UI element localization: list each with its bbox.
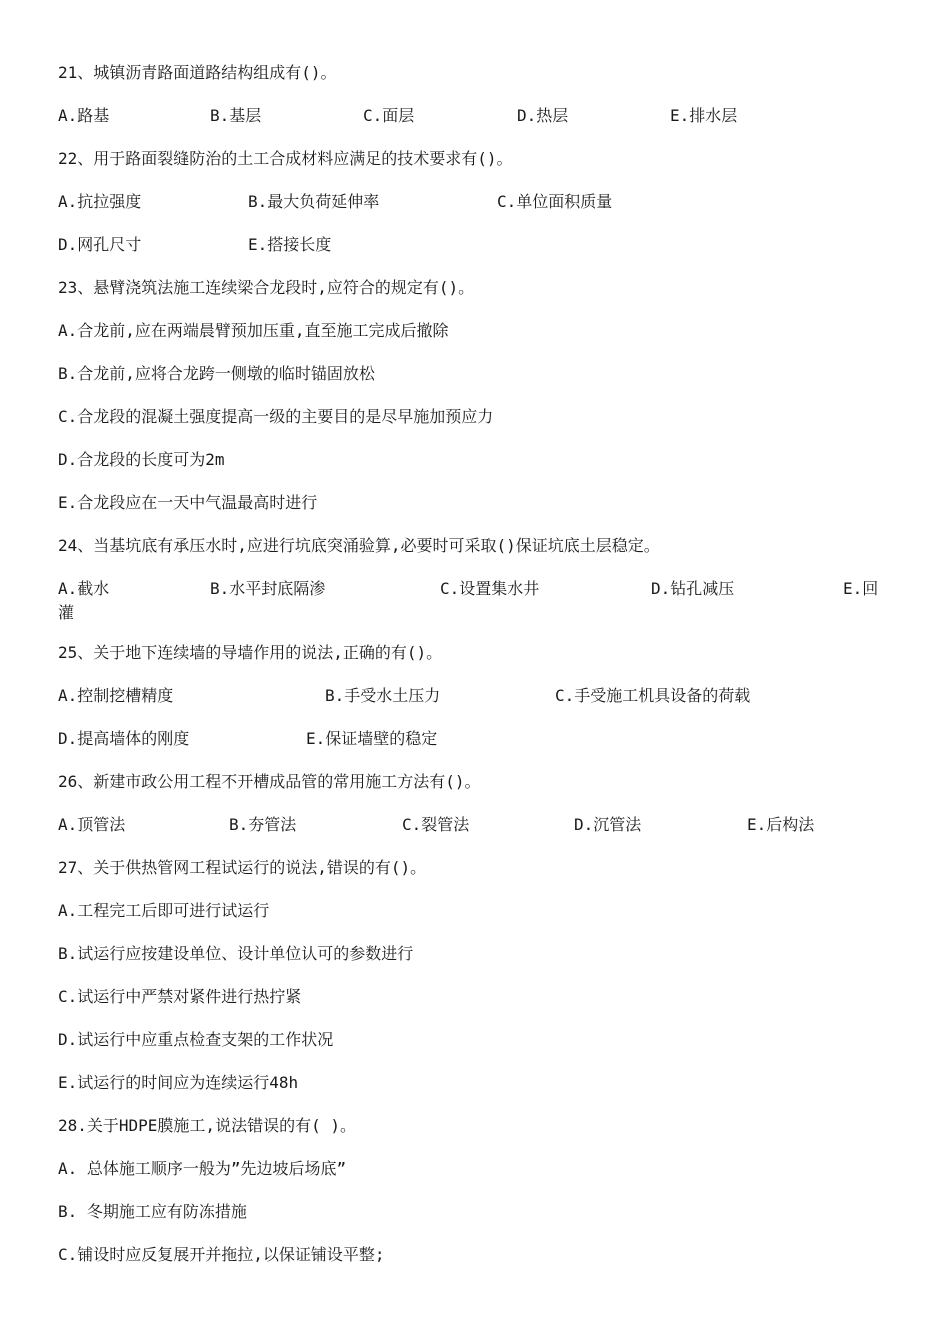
option-c: C.裂管法 [402, 815, 470, 834]
question-28-option-c: C.铺设时应反复展开并拖拉,以保证铺设平整; [58, 1245, 385, 1264]
option-d: D.沉管法 [574, 815, 642, 834]
option-a: A.截水 [58, 579, 110, 598]
option-e: E.搭接长度 [248, 235, 332, 254]
exam-page [58, 60, 888, 1285]
question-28-option-b: B. 冬期施工应有防冻措施 [58, 1202, 247, 1221]
option-e: E.后构法 [747, 815, 815, 834]
option-a: A.控制挖槽精度 [58, 686, 174, 705]
question-23-option-d: D.合龙段的长度可为2m [58, 450, 225, 469]
option-d: D.钻孔减压 [651, 579, 735, 598]
question-27-option-c: C.试运行中严禁对紧件进行热拧紧 [58, 987, 302, 1006]
option-d: D.提高墙体的刚度 [58, 729, 190, 748]
option-b: B.最大负荷延伸率 [248, 192, 380, 211]
option-a: A.抗拉强度 [58, 192, 142, 211]
question-23-option-b: B.合龙前,应将合龙跨一侧墩的临时锚固放松 [58, 364, 375, 383]
option-c: C.手受施工机具设备的荷载 [555, 686, 751, 705]
option-c: C.单位面积质量 [497, 192, 613, 211]
option-b: B.基层 [210, 106, 262, 125]
option-e: E.回 [843, 579, 879, 598]
question-26-options [58, 812, 888, 838]
question-23-stem: 23、悬臂浇筑法施工连续梁合龙段时,应符合的规定有()。 [58, 278, 475, 297]
question-23-option-c: C.合龙段的混凝土强度提高一级的主要目的是尽早施加预应力 [58, 407, 494, 426]
question-25-stem: 25、关于地下连续墙的导墙作用的说法,正确的有()。 [58, 643, 443, 662]
question-23-option-a: A.合龙前,应在两端晨臂预加压重,直至施工完成后撤除 [58, 321, 449, 340]
option-e-wrap: 灌 [58, 603, 75, 622]
question-22-stem: 22、用于路面裂缝防治的土工合成材料应满足的技术要求有()。 [58, 149, 513, 168]
option-b: B.水平封底隔渗 [210, 579, 326, 598]
question-21-stem: 21、城镇沥青路面道路结构组成有()。 [58, 63, 337, 82]
option-e: E.保证墙壁的稳定 [306, 729, 438, 748]
question-28-stem: 28.关于HDPE膜施工,说法错误的有( )。 [58, 1116, 356, 1135]
question-22-options-row-1 [58, 189, 888, 215]
question-22-options-row-2 [58, 232, 888, 258]
option-a: A.顶管法 [58, 815, 126, 834]
option-a: A.路基 [58, 106, 110, 125]
question-27-stem: 27、关于供热管网工程试运行的说法,错误的有()。 [58, 858, 427, 877]
question-26-stem: 26、新建市政公用工程不开槽成品管的常用施工方法有()。 [58, 772, 481, 791]
option-d: D.热层 [517, 106, 569, 125]
question-24-stem: 24、当基坑底有承压水时,应进行坑底突涌验算,必要时可采取()保证坑底土层稳定。 [58, 536, 660, 555]
question-24-options [58, 576, 888, 622]
option-c: C.设置集水井 [440, 579, 540, 598]
question-27-option-d: D.试运行中应重点检查支架的工作状况 [58, 1030, 334, 1049]
option-d: D.网孔尺寸 [58, 235, 142, 254]
question-23-option-e: E.合龙段应在一天中气温最高时进行 [58, 493, 318, 512]
option-e: E.排水层 [670, 106, 738, 125]
question-27-option-b: B.试运行应按建设单位、设计单位认可的参数进行 [58, 944, 414, 963]
option-c: C.面层 [363, 106, 415, 125]
question-27-option-e: E.试运行的时间应为连续运行48h [58, 1073, 299, 1092]
question-25-options-row-2 [58, 726, 888, 752]
option-b: B.手受水土压力 [325, 686, 441, 705]
option-b: B.夯管法 [229, 815, 297, 834]
question-27-option-a: A.工程完工后即可进行试运行 [58, 901, 270, 920]
question-21-options [58, 103, 888, 129]
question-25-options-row-1 [58, 683, 888, 709]
question-28-option-a: A. 总体施工顺序一般为”先边坡后场底” [58, 1159, 347, 1178]
